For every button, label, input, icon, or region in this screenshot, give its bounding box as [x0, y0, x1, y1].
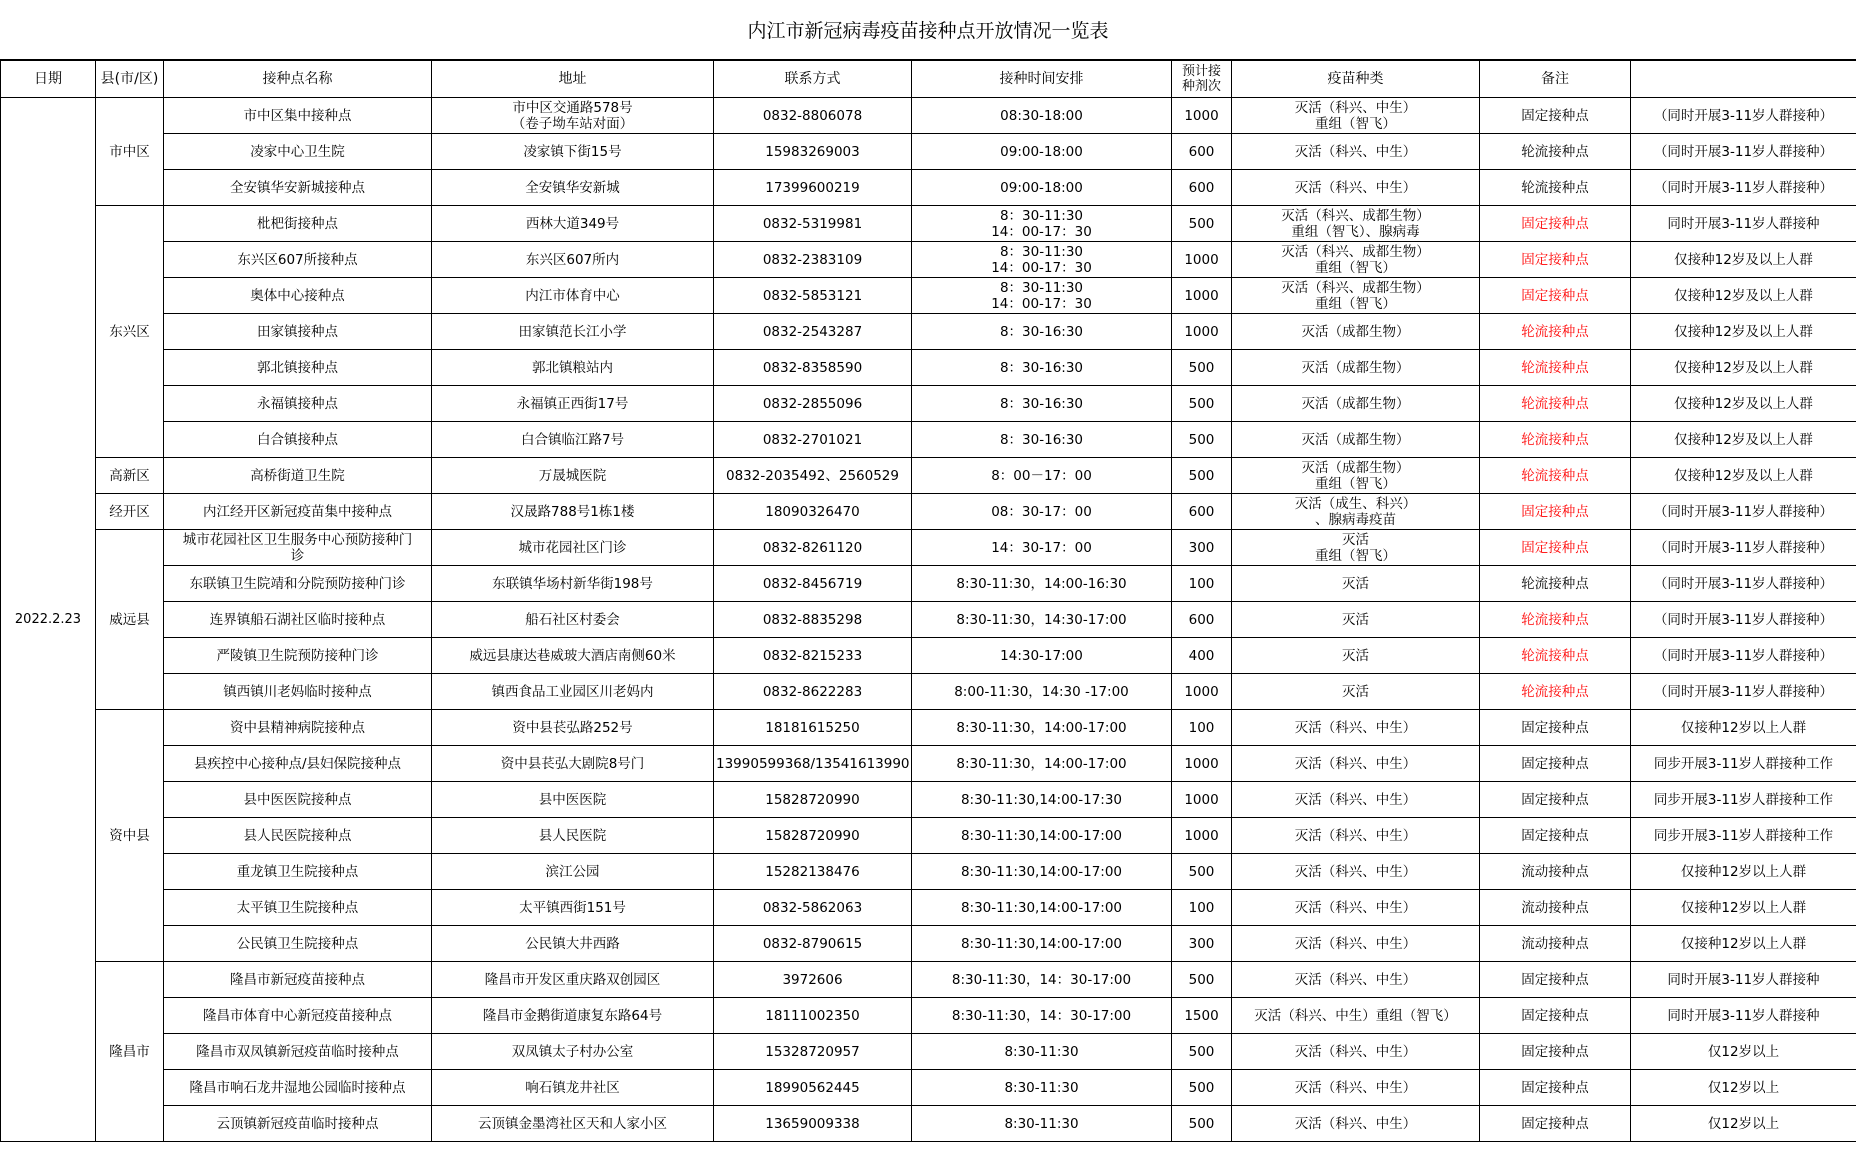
- site-type-cell: 固定接种点: [1480, 278, 1631, 314]
- table-row: [1, 674, 1856, 710]
- site-type-cell: 固定接种点: [1480, 1106, 1631, 1142]
- doses-cell: 1000: [1172, 98, 1232, 134]
- table-row: [1, 458, 1856, 494]
- vaccine-type-cell: 灭活: [1232, 674, 1480, 710]
- remark-cell: （同时开展3-11岁人群接种）: [1631, 494, 1856, 530]
- county-cell: 高新区: [96, 458, 164, 494]
- schedule-cell: 8:30-11:30: [912, 1106, 1172, 1142]
- site-name-cell: 太平镇卫生院接种点: [164, 890, 432, 926]
- site-type-cell: 轮流接种点: [1480, 422, 1631, 458]
- vaccine-type-cell: 灭活（科兴、中生）: [1232, 710, 1480, 746]
- doses-cell: 500: [1172, 1070, 1232, 1106]
- header-schedule: 接种时间安排: [912, 61, 1172, 98]
- vaccination-table: [0, 60, 1856, 1142]
- vaccine-type-cell: 灭活（科兴、中生）: [1232, 134, 1480, 170]
- schedule-cell: 8：30-11:30 14：00-17：30: [912, 278, 1172, 314]
- county-cell: 东兴区: [96, 206, 164, 458]
- vaccine-type-cell: 灭活（科兴、中生） 重组（智飞）: [1232, 98, 1480, 134]
- remark-cell: （同时开展3-11岁人群接种）: [1631, 566, 1856, 602]
- site-name-cell: 严陵镇卫生院预防接种门诊: [164, 638, 432, 674]
- site-type-cell: 轮流接种点: [1480, 638, 1631, 674]
- vaccine-type-cell: 灭活（成都生物）: [1232, 314, 1480, 350]
- vaccine-type-cell: 灭活（科兴、中生）: [1232, 782, 1480, 818]
- vaccine-type-cell: 灭活（科兴、中生）: [1232, 746, 1480, 782]
- table-row: [1, 350, 1856, 386]
- contact-cell: 0832-8358590: [714, 350, 912, 386]
- table-row: [1, 854, 1856, 890]
- doses-cell: 500: [1172, 386, 1232, 422]
- site-type-cell: 轮流接种点: [1480, 134, 1631, 170]
- schedule-cell: 8：30-11:30 14：00-17：30: [912, 206, 1172, 242]
- header-row: [1, 61, 1856, 98]
- site-type-cell: 固定接种点: [1480, 206, 1631, 242]
- remark-cell: （同时开展3-11岁人群接种）: [1631, 530, 1856, 566]
- address-cell: 全安镇华安新城: [432, 170, 714, 206]
- schedule-cell: 8:30-11:30，14：30-17:00: [912, 998, 1172, 1034]
- remark-cell: 仅12岁以上: [1631, 1034, 1856, 1070]
- address-cell: 汉晟路788号1栋1楼: [432, 494, 714, 530]
- schedule-cell: 09:00-18:00: [912, 134, 1172, 170]
- schedule-cell: 8:00-11:30，14:30 -17:00: [912, 674, 1172, 710]
- table-row: [1, 278, 1856, 314]
- doses-cell: 1000: [1172, 314, 1232, 350]
- doses-cell: 1500: [1172, 998, 1232, 1034]
- vaccine-type-cell: 灭活（科兴、成都生物） 重组（智飞）、腺病毒: [1232, 206, 1480, 242]
- site-name-cell: 公民镇卫生院接种点: [164, 926, 432, 962]
- address-cell: 县人民医院: [432, 818, 714, 854]
- contact-cell: 0832-8261120: [714, 530, 912, 566]
- doses-cell: 600: [1172, 134, 1232, 170]
- table-row: [1, 782, 1856, 818]
- schedule-cell: 08：30-17：00: [912, 494, 1172, 530]
- schedule-cell: 8:30-11:30，14:00-16:30: [912, 566, 1172, 602]
- doses-cell: 1000: [1172, 818, 1232, 854]
- address-cell: 永福镇正西街17号: [432, 386, 714, 422]
- table-row: [1, 962, 1856, 998]
- table-row: [1, 602, 1856, 638]
- vaccine-type-cell: 灭活（成都生物）: [1232, 422, 1480, 458]
- table-row: [1, 746, 1856, 782]
- schedule-cell: 8：30-16:30: [912, 422, 1172, 458]
- address-cell: 内江市体育中心: [432, 278, 714, 314]
- site-type-cell: 固定接种点: [1480, 962, 1631, 998]
- table-row: [1, 926, 1856, 962]
- header-date: 日期: [1, 61, 96, 98]
- table-row: [1, 1070, 1856, 1106]
- vaccine-type-cell: 灭活（科兴、中生）重组（智飞）: [1232, 998, 1480, 1034]
- site-type-cell: 固定接种点: [1480, 998, 1631, 1034]
- site-type-cell: 轮流接种点: [1480, 350, 1631, 386]
- schedule-cell: 8:30-11:30,14:00-17:30: [912, 782, 1172, 818]
- address-cell: 太平镇西街151号: [432, 890, 714, 926]
- schedule-cell: 8:30-11:30，14:00-17:00: [912, 746, 1172, 782]
- schedule-cell: 09:00-18:00: [912, 170, 1172, 206]
- county-cell: 隆昌市: [96, 962, 164, 1142]
- remark-cell: 仅接种12岁及以上人群: [1631, 458, 1856, 494]
- schedule-cell: 8:30-11:30,14:00-17:00: [912, 854, 1172, 890]
- address-cell: 船石社区村委会: [432, 602, 714, 638]
- site-name-cell: 县中医医院接种点: [164, 782, 432, 818]
- site-type-cell: 固定接种点: [1480, 818, 1631, 854]
- vaccine-type-cell: 灭活（科兴、中生）: [1232, 926, 1480, 962]
- header-extra: [1631, 61, 1856, 98]
- remark-cell: 同时开展3-11岁人群接种: [1631, 962, 1856, 998]
- doses-cell: 500: [1172, 458, 1232, 494]
- address-cell: 西林大道349号: [432, 206, 714, 242]
- contact-cell: 0832-8215233: [714, 638, 912, 674]
- schedule-cell: 8:30-11:30，14:00-17:00: [912, 710, 1172, 746]
- doses-cell: 500: [1172, 854, 1232, 890]
- contact-cell: 0832-8456719: [714, 566, 912, 602]
- table-row: [1, 494, 1856, 530]
- address-cell: 云顶镇金墨湾社区天和人家小区: [432, 1106, 714, 1142]
- contact-cell: 13990599368/13541613990: [714, 746, 912, 782]
- site-type-cell: 流动接种点: [1480, 890, 1631, 926]
- site-name-cell: 重龙镇卫生院接种点: [164, 854, 432, 890]
- contact-cell: 15328720957: [714, 1034, 912, 1070]
- address-cell: 东兴区607所内: [432, 242, 714, 278]
- remark-cell: 同时开展3-11岁人群接种: [1631, 206, 1856, 242]
- date-cell: 2022.2.23: [1, 98, 96, 1142]
- site-type-cell: 流动接种点: [1480, 926, 1631, 962]
- schedule-cell: 8：00－17：00: [912, 458, 1172, 494]
- remark-cell: 仅接种12岁及以上人群: [1631, 278, 1856, 314]
- address-cell: 滨江公园: [432, 854, 714, 890]
- address-cell: 凌家镇下街15号: [432, 134, 714, 170]
- contact-cell: 0832-8622283: [714, 674, 912, 710]
- doses-cell: 500: [1172, 1034, 1232, 1070]
- site-name-cell: 东兴区607所接种点: [164, 242, 432, 278]
- vaccine-type-cell: 灭活: [1232, 602, 1480, 638]
- remark-cell: 同步开展3-11岁人群接种工作: [1631, 746, 1856, 782]
- doses-cell: 600: [1172, 494, 1232, 530]
- vaccine-type-cell: 灭活（科兴、中生）: [1232, 170, 1480, 206]
- site-type-cell: 固定接种点: [1480, 530, 1631, 566]
- remark-cell: （同时开展3-11岁人群接种）: [1631, 170, 1856, 206]
- contact-cell: 15828720990: [714, 818, 912, 854]
- address-cell: 资中县苌弘路252号: [432, 710, 714, 746]
- vaccine-type-cell: 灭活（科兴、中生）: [1232, 854, 1480, 890]
- vaccine-type-cell: 灭活（成都生物）: [1232, 350, 1480, 386]
- header-address: 地址: [432, 61, 714, 98]
- remark-cell: 仅接种12岁及以上人群: [1631, 314, 1856, 350]
- contact-cell: 0832-8835298: [714, 602, 912, 638]
- header-county: 县(市/区): [96, 61, 164, 98]
- doses-cell: 1000: [1172, 674, 1232, 710]
- header-contact: 联系方式: [714, 61, 912, 98]
- doses-cell: 600: [1172, 602, 1232, 638]
- page-title: 内江市新冠病毒疫苗接种点开放情况一览表: [0, 0, 1856, 60]
- vaccine-type-cell: 灭活: [1232, 638, 1480, 674]
- site-type-cell: 轮流接种点: [1480, 566, 1631, 602]
- vaccine-type-cell: 灭活（科兴、成都生物） 重组（智飞）: [1232, 242, 1480, 278]
- site-type-cell: 流动接种点: [1480, 854, 1631, 890]
- table-row: [1, 98, 1856, 134]
- site-name-cell: 高桥街道卫生院: [164, 458, 432, 494]
- address-cell: 万晟城医院: [432, 458, 714, 494]
- site-name-cell: 奥体中心接种点: [164, 278, 432, 314]
- table-row: [1, 422, 1856, 458]
- address-cell: 资中县苌弘大剧院8号门: [432, 746, 714, 782]
- table-row: [1, 206, 1856, 242]
- remark-cell: 仅接种12岁以上人群: [1631, 710, 1856, 746]
- schedule-cell: 08:30-18:00: [912, 98, 1172, 134]
- site-name-cell: 县疾控中心接种点/县妇保院接种点: [164, 746, 432, 782]
- doses-cell: 500: [1172, 206, 1232, 242]
- contact-cell: 15282138476: [714, 854, 912, 890]
- table-row: [1, 530, 1856, 566]
- contact-cell: 0832-5862063: [714, 890, 912, 926]
- remark-cell: （同时开展3-11岁人群接种）: [1631, 134, 1856, 170]
- site-type-cell: 固定接种点: [1480, 782, 1631, 818]
- site-type-cell: 轮流接种点: [1480, 314, 1631, 350]
- table-row: [1, 998, 1856, 1034]
- address-cell: 威远县康达巷威玻大酒店南侧60米: [432, 638, 714, 674]
- county-cell: 资中县: [96, 710, 164, 962]
- site-type-cell: 轮流接种点: [1480, 602, 1631, 638]
- vaccine-type-cell: 灭活 重组（智飞）: [1232, 530, 1480, 566]
- contact-cell: 17399600219: [714, 170, 912, 206]
- doses-cell: 1000: [1172, 782, 1232, 818]
- vaccine-type-cell: 灭活（科兴、中生）: [1232, 818, 1480, 854]
- contact-cell: 18090326470: [714, 494, 912, 530]
- contact-cell: 0832-8790615: [714, 926, 912, 962]
- remark-cell: （同时开展3-11岁人群接种）: [1631, 638, 1856, 674]
- address-cell: 郭北镇粮站内: [432, 350, 714, 386]
- site-name-cell: 连界镇船石湖社区临时接种点: [164, 602, 432, 638]
- contact-cell: 0832-8806078: [714, 98, 912, 134]
- schedule-cell: 8:30-11:30,14:00-17:00: [912, 926, 1172, 962]
- table-row: [1, 1106, 1856, 1142]
- site-type-cell: 固定接种点: [1480, 1034, 1631, 1070]
- vaccine-type-cell: 灭活（成都生物） 重组（智飞）: [1232, 458, 1480, 494]
- remark-cell: 仅接种12岁以上人群: [1631, 854, 1856, 890]
- address-cell: 县中医医院: [432, 782, 714, 818]
- contact-cell: 18181615250: [714, 710, 912, 746]
- doses-cell: 100: [1172, 710, 1232, 746]
- table-row: [1, 1034, 1856, 1070]
- contact-cell: 0832-5853121: [714, 278, 912, 314]
- vaccine-type-cell: 灭活（成都生物）: [1232, 386, 1480, 422]
- schedule-cell: 8：30-16:30: [912, 350, 1172, 386]
- site-name-cell: 枇杷街接种点: [164, 206, 432, 242]
- site-name-cell: 资中县精神病院接种点: [164, 710, 432, 746]
- remark-cell: 仅接种12岁及以上人群: [1631, 386, 1856, 422]
- site-name-cell: 隆昌市响石龙井湿地公园临时接种点: [164, 1070, 432, 1106]
- county-cell: 威远县: [96, 530, 164, 710]
- vaccine-type-cell: 灭活（科兴、成都生物） 重组（智飞）: [1232, 278, 1480, 314]
- contact-cell: 0832-2383109: [714, 242, 912, 278]
- doses-cell: 100: [1172, 890, 1232, 926]
- site-type-cell: 固定接种点: [1480, 746, 1631, 782]
- header-remark: 备注: [1480, 61, 1631, 98]
- remark-cell: 同时开展3-11岁人群接种: [1631, 998, 1856, 1034]
- site-name-cell: 内江经开区新冠疫苗集中接种点: [164, 494, 432, 530]
- doses-cell: 300: [1172, 926, 1232, 962]
- doses-cell: 1000: [1172, 746, 1232, 782]
- address-cell: 白合镇临江路7号: [432, 422, 714, 458]
- header-vaccine-type: 疫苗种类: [1232, 61, 1480, 98]
- contact-cell: 0832-5319981: [714, 206, 912, 242]
- site-type-cell: 固定接种点: [1480, 1070, 1631, 1106]
- site-name-cell: 郭北镇接种点: [164, 350, 432, 386]
- address-cell: 镇西食品工业园区川老妈内: [432, 674, 714, 710]
- table-row: [1, 710, 1856, 746]
- doses-cell: 600: [1172, 170, 1232, 206]
- doses-cell: 1000: [1172, 278, 1232, 314]
- site-name-cell: 隆昌市体育中心新冠疫苗接种点: [164, 998, 432, 1034]
- address-cell: 隆昌市开发区重庆路双创园区: [432, 962, 714, 998]
- remark-cell: （同时开展3-11岁人群接种）: [1631, 674, 1856, 710]
- site-type-cell: 轮流接种点: [1480, 458, 1631, 494]
- remark-cell: 仅接种12岁以上人群: [1631, 926, 1856, 962]
- doses-cell: 100: [1172, 566, 1232, 602]
- table-row: [1, 818, 1856, 854]
- remark-cell: （同时开展3-11岁人群接种）: [1631, 602, 1856, 638]
- schedule-cell: 8:30-11:30: [912, 1070, 1172, 1106]
- contact-cell: 18990562445: [714, 1070, 912, 1106]
- remark-cell: 仅接种12岁及以上人群: [1631, 242, 1856, 278]
- address-cell: 田家镇范长江小学: [432, 314, 714, 350]
- site-name-cell: 东联镇卫生院靖和分院预防接种门诊: [164, 566, 432, 602]
- header-site-name: 接种点名称: [164, 61, 432, 98]
- doses-cell: 400: [1172, 638, 1232, 674]
- remark-cell: （同时开展3-11岁人群接种）: [1631, 98, 1856, 134]
- contact-cell: 0832-2701021: [714, 422, 912, 458]
- table-row: [1, 134, 1856, 170]
- site-name-cell: 隆昌市双凤镇新冠疫苗临时接种点: [164, 1034, 432, 1070]
- site-name-cell: 隆昌市新冠疫苗接种点: [164, 962, 432, 998]
- contact-cell: 18111002350: [714, 998, 912, 1034]
- remark-cell: 同步开展3-11岁人群接种工作: [1631, 782, 1856, 818]
- site-type-cell: 轮流接种点: [1480, 170, 1631, 206]
- doses-cell: 500: [1172, 1106, 1232, 1142]
- contact-cell: 15828720990: [714, 782, 912, 818]
- site-name-cell: 全安镇华安新城接种点: [164, 170, 432, 206]
- contact-cell: 13659009338: [714, 1106, 912, 1142]
- doses-cell: 500: [1172, 422, 1232, 458]
- table-row: [1, 638, 1856, 674]
- site-type-cell: 固定接种点: [1480, 98, 1631, 134]
- vaccine-type-cell: 灭活（科兴、中生）: [1232, 1106, 1480, 1142]
- address-cell: 城市花园社区门诊: [432, 530, 714, 566]
- vaccine-type-cell: 灭活: [1232, 566, 1480, 602]
- site-type-cell: 固定接种点: [1480, 494, 1631, 530]
- site-name-cell: 镇西镇川老妈临时接种点: [164, 674, 432, 710]
- schedule-cell: 8：30-11:30 14：00-17：30: [912, 242, 1172, 278]
- site-name-cell: 永福镇接种点: [164, 386, 432, 422]
- schedule-cell: 8：30-16:30: [912, 314, 1172, 350]
- remark-cell: 仅12岁以上: [1631, 1106, 1856, 1142]
- contact-cell: 0832-2035492、2560529: [714, 458, 912, 494]
- doses-cell: 300: [1172, 530, 1232, 566]
- site-type-cell: 轮流接种点: [1480, 674, 1631, 710]
- contact-cell: 0832-2855096: [714, 386, 912, 422]
- doses-cell: 500: [1172, 350, 1232, 386]
- county-cell: 经开区: [96, 494, 164, 530]
- site-type-cell: 固定接种点: [1480, 710, 1631, 746]
- schedule-cell: 8:30-11:30,14:00-17:00: [912, 818, 1172, 854]
- site-type-cell: 轮流接种点: [1480, 386, 1631, 422]
- doses-cell: 1000: [1172, 242, 1232, 278]
- table-row: [1, 566, 1856, 602]
- schedule-cell: 8:30-11:30，14：30-17:00: [912, 962, 1172, 998]
- vaccine-type-cell: 灭活（科兴、中生）: [1232, 890, 1480, 926]
- county-cell: 市中区: [96, 98, 164, 206]
- address-cell: 东联镇华场村新华街198号: [432, 566, 714, 602]
- site-name-cell: 云顶镇新冠疫苗临时接种点: [164, 1106, 432, 1142]
- schedule-cell: 14:30-17:00: [912, 638, 1172, 674]
- table-row: [1, 242, 1856, 278]
- address-cell: 双凤镇太子村办公室: [432, 1034, 714, 1070]
- schedule-cell: 8:30-11:30: [912, 1034, 1172, 1070]
- site-name-cell: 城市花园社区卫生服务中心预防接种门 诊: [164, 530, 432, 566]
- vaccine-type-cell: 灭活（科兴、中生）: [1232, 1070, 1480, 1106]
- schedule-cell: 8：30-16:30: [912, 386, 1172, 422]
- address-cell: 响石镇龙井社区: [432, 1070, 714, 1106]
- schedule-cell: 8:30-11:30，14:30-17:00: [912, 602, 1172, 638]
- vaccine-type-cell: 灭活（科兴、中生）: [1232, 1034, 1480, 1070]
- address-cell: 隆昌市金鹅街道康复东路64号: [432, 998, 714, 1034]
- site-name-cell: 田家镇接种点: [164, 314, 432, 350]
- site-name-cell: 市中区集中接种点: [164, 98, 432, 134]
- remark-cell: 仅12岁以上: [1631, 1070, 1856, 1106]
- header-doses: 预计接 种剂次: [1172, 61, 1232, 98]
- contact-cell: 15983269003: [714, 134, 912, 170]
- remark-cell: 仅接种12岁及以上人群: [1631, 350, 1856, 386]
- contact-cell: 3972606: [714, 962, 912, 998]
- vaccine-type-cell: 灭活（科兴、中生）: [1232, 962, 1480, 998]
- address-cell: 市中区交通路578号 （卷子坳车站对面）: [432, 98, 714, 134]
- site-type-cell: 固定接种点: [1480, 242, 1631, 278]
- site-name-cell: 凌家中心卫生院: [164, 134, 432, 170]
- vaccine-type-cell: 灭活（成生、科兴） 、腺病毒疫苗: [1232, 494, 1480, 530]
- schedule-cell: 8:30-11:30,14:00-17:00: [912, 890, 1172, 926]
- remark-cell: 同步开展3-11岁人群接种工作: [1631, 818, 1856, 854]
- doses-cell: 500: [1172, 962, 1232, 998]
- schedule-cell: 14：30-17：00: [912, 530, 1172, 566]
- site-name-cell: 白合镇接种点: [164, 422, 432, 458]
- table-row: [1, 314, 1856, 350]
- table-row: [1, 890, 1856, 926]
- table-row: [1, 386, 1856, 422]
- remark-cell: 仅接种12岁及以上人群: [1631, 422, 1856, 458]
- table-row: [1, 170, 1856, 206]
- site-name-cell: 县人民医院接种点: [164, 818, 432, 854]
- address-cell: 公民镇大井西路: [432, 926, 714, 962]
- remark-cell: 仅接种12岁以上人群: [1631, 890, 1856, 926]
- contact-cell: 0832-2543287: [714, 314, 912, 350]
